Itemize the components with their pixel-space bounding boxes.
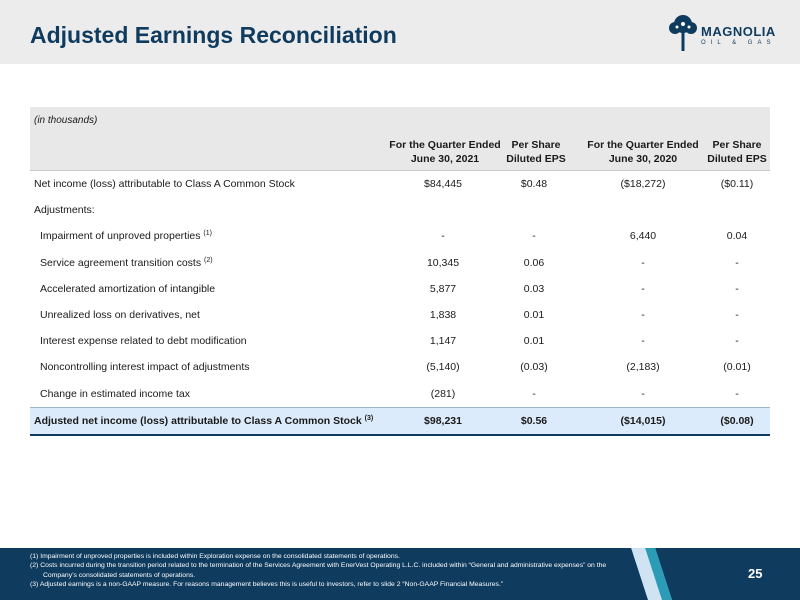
- footnote-3: (3) Adjusted earnings is a non-GAAP measure. For reasons management believes this is useful to investors, refer to slide 2 “Non-GAAP Financial Measures.”: [30, 581, 504, 589]
- row-label: [40, 257, 213, 269]
- logo-wordmark: MAGNOLIA: [701, 24, 776, 39]
- cell-value: -: [441, 230, 445, 243]
- row-label-text: Change in estimated income tax: [40, 387, 190, 400]
- cell-value: (5,140): [426, 361, 460, 374]
- table-row: [30, 302, 770, 328]
- table-row: [30, 276, 770, 302]
- table-row: [30, 381, 770, 407]
- row-label: [40, 283, 215, 295]
- cell-value: 0.06: [523, 256, 545, 269]
- footnote-ref: (1): [203, 230, 212, 238]
- units-note: (in thousands): [34, 115, 98, 126]
- row-label: [40, 230, 212, 242]
- company-logo: [668, 12, 786, 54]
- cell-value: 5,877: [429, 282, 457, 295]
- row-label-text: Adjusted net income (loss) attributable to Class A Common Stock: [34, 414, 362, 427]
- column-header-line: For the Quarter Ended: [587, 139, 699, 151]
- footnote-2: (2) Costs incurred during the transition period related to the termination of the Services Agreement with EnerVest Operating L.L.C. included within “General and administrative expenses” on the Company’s consolidated statements of operations.: [30, 562, 607, 579]
- cell-value: -: [641, 256, 645, 269]
- cell-value: -: [641, 282, 645, 295]
- row-label: [34, 204, 95, 216]
- tree-icon: [668, 12, 698, 52]
- cell-value: -: [641, 335, 645, 348]
- column-header-line: Diluted EPS: [506, 153, 566, 165]
- column-header-line: Per Share: [511, 139, 561, 151]
- cell-value: -: [735, 387, 739, 400]
- logo-subtitle: OIL & GAS: [701, 40, 776, 46]
- row-label: [40, 361, 250, 373]
- column-header-line: Per Share: [712, 139, 762, 151]
- column-header-line: June 30, 2021: [410, 153, 480, 165]
- table-row: [30, 328, 770, 354]
- row-label: [34, 178, 295, 190]
- row-label: [40, 309, 200, 321]
- table-row: [30, 170, 770, 197]
- cell-value: (0.03): [520, 361, 548, 374]
- row-label-text: Accelerated amortization of intangible: [40, 282, 216, 295]
- page-title: Adjusted Earnings Reconciliation: [30, 22, 397, 48]
- row-label-text: Unrealized loss on derivatives, net: [40, 308, 200, 321]
- cell-value: (281): [430, 387, 456, 400]
- row-label-text: Service agreement transition costs: [40, 256, 202, 269]
- table-row: [30, 354, 770, 380]
- row-label-text: Net income (loss) attributable to Class A Common Stock: [34, 178, 295, 190]
- cell-value: ($0.11): [720, 178, 754, 190]
- cell-value: -: [641, 387, 645, 400]
- cell-value: ($18,272): [620, 178, 666, 190]
- cell-value: -: [532, 230, 536, 243]
- column-header-q2-2020: [578, 138, 708, 166]
- cell-value: 0.03: [523, 282, 545, 295]
- row-label: [40, 388, 190, 400]
- row-label-text: Interest expense related to debt modification: [40, 335, 247, 348]
- cell-value: -: [735, 256, 739, 269]
- slide-footer: [0, 548, 800, 600]
- cell-value: $98,231: [424, 414, 462, 427]
- cell-value: -: [735, 335, 739, 348]
- cell-value: ($14,015): [620, 414, 666, 427]
- table-row: [30, 223, 770, 249]
- page-number: 25: [748, 566, 763, 581]
- cell-value: (2,183): [626, 361, 660, 374]
- reconciliation-table: [30, 107, 770, 436]
- cell-value: 0.01: [523, 308, 545, 321]
- cell-value: 1,147: [429, 335, 457, 348]
- slide-header: [0, 0, 800, 64]
- row-label: [40, 335, 247, 347]
- column-header-line: June 30, 2020: [608, 153, 678, 165]
- cell-value: 0.04: [726, 230, 748, 243]
- cell-value: -: [532, 387, 536, 400]
- cell-value: $0.48: [520, 178, 548, 190]
- footnotes: [30, 552, 640, 590]
- table-row: [30, 250, 770, 276]
- column-header-eps-2020: [702, 138, 772, 166]
- cell-value: 10,345: [426, 256, 460, 269]
- table-header: [30, 107, 770, 170]
- cell-value: 6,440: [629, 230, 657, 243]
- table-row: [30, 197, 770, 223]
- row-label-text: Impairment of unproved properties: [40, 230, 201, 243]
- row-label-text: Noncontrolling interest impact of adjustments: [40, 361, 250, 374]
- row-label-text: Adjustments:: [34, 204, 95, 217]
- row-label: [34, 415, 373, 427]
- column-header-line: For the Quarter Ended: [389, 139, 501, 151]
- total-row: [30, 407, 770, 436]
- column-header-q2-2021: [385, 138, 505, 166]
- footnote-ref: (3): [364, 414, 374, 422]
- cell-value: -: [641, 308, 645, 321]
- cell-value: $84,445: [424, 178, 462, 190]
- footnote-ref: (2): [204, 256, 213, 264]
- cell-value: 1,838: [429, 308, 457, 321]
- cell-value: -: [735, 308, 739, 321]
- cell-value: ($0.08): [720, 414, 754, 427]
- cell-value: $0.56: [520, 414, 548, 427]
- column-header-line: Diluted EPS: [707, 153, 767, 165]
- cell-value: 0.01: [523, 335, 545, 348]
- cell-value: -: [735, 282, 739, 295]
- column-header-eps-2021: [500, 138, 572, 166]
- footnote-1: (1) Impairment of unproved properties is included within Exploration expense on the consolidated statements of operations.: [30, 553, 400, 560]
- cell-value: (0.01): [723, 361, 751, 374]
